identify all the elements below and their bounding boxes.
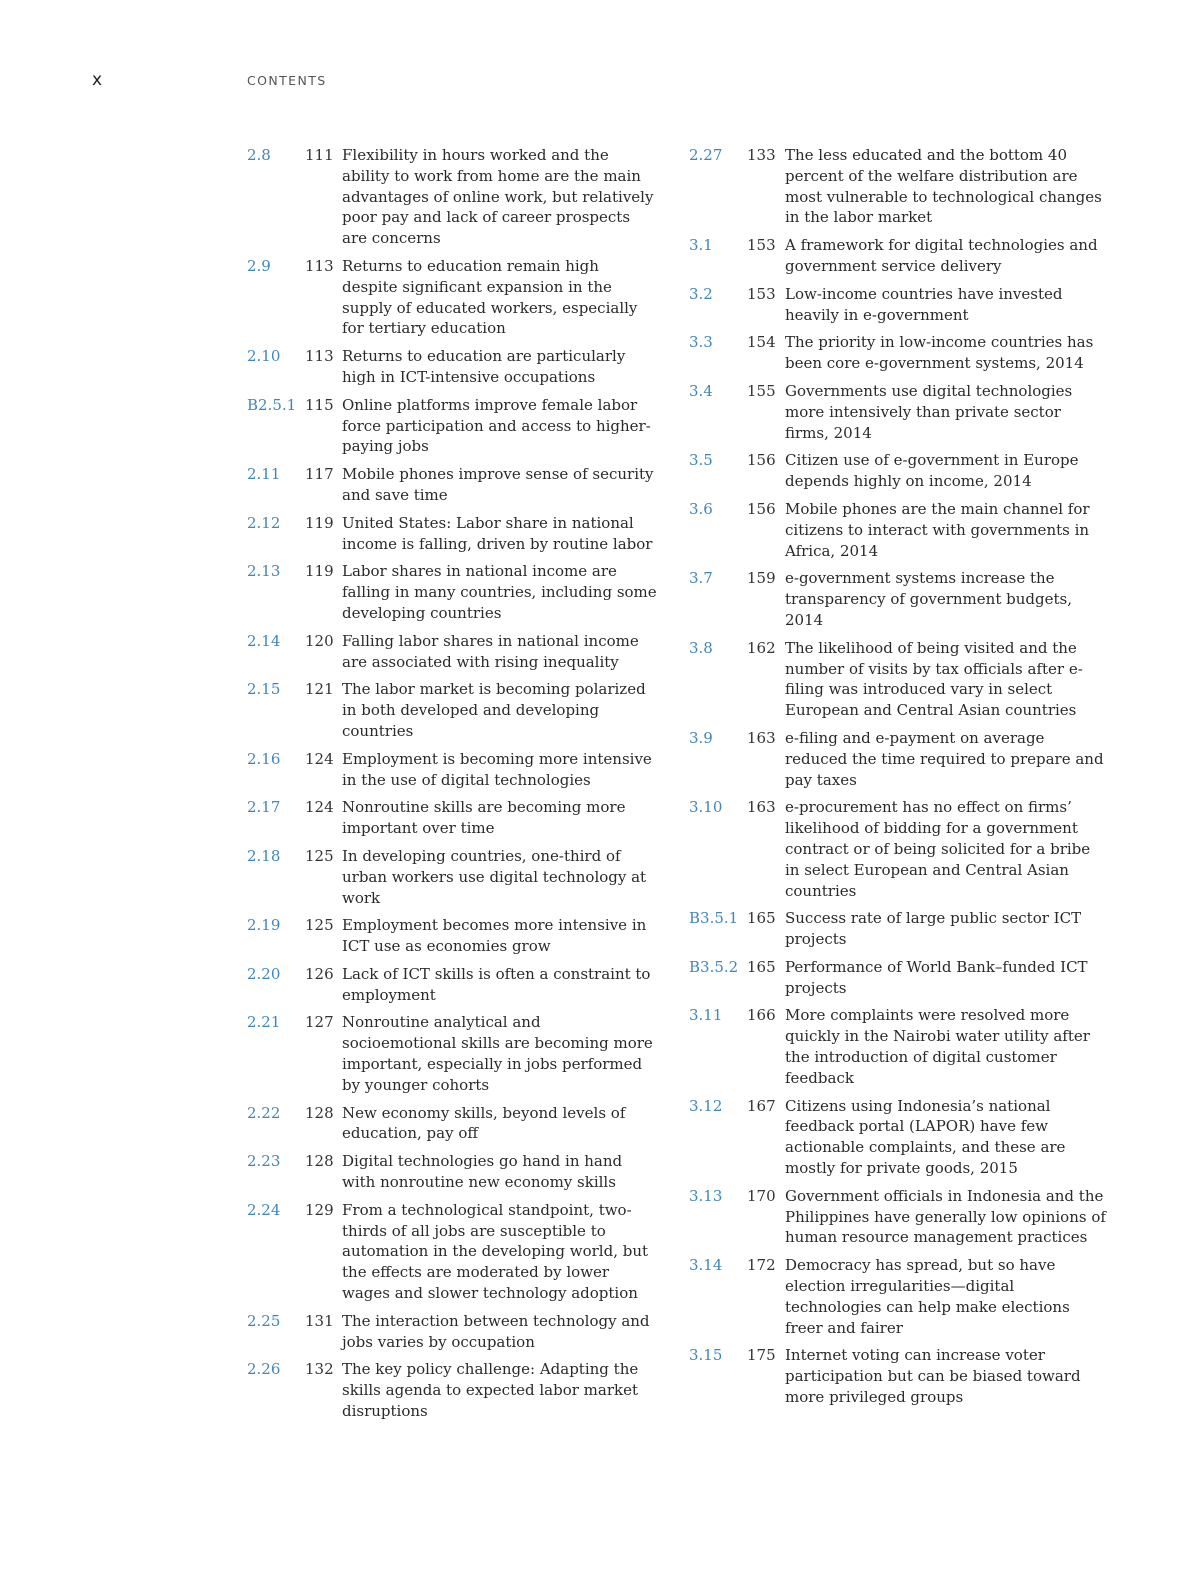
page-reference: 125 (305, 916, 334, 935)
figure-title: In developing countries, one-third of urban workers use digital technology at work (342, 846, 647, 907)
page-number: x (92, 70, 103, 90)
page-reference: 154 (747, 333, 776, 352)
figure-number-link[interactable]: 2.18 (247, 846, 281, 865)
figure-title: Digital technologies go hand in hand with nonroutine new economy skills (342, 1152, 623, 1192)
figure-number-link[interactable]: 3.14 (689, 1256, 723, 1275)
figure-number-link[interactable]: 2.21 (247, 1013, 281, 1032)
toc-entry[interactable] (247, 464, 657, 506)
figure-number-link[interactable]: 2.11 (247, 465, 281, 484)
right-column (689, 145, 1109, 1415)
figure-title: Internet voting can increase voter participation but can be biased toward more privileged groups (785, 1346, 1081, 1407)
figure-title: Returns to education remain high despite significant expansion in the supply of educated workers, especially for tertiary education (342, 256, 638, 338)
figure-title: Citizen use of e-government in Europe depends highly on income, 2014 (785, 451, 1079, 491)
toc-entry[interactable] (689, 499, 1109, 561)
page-reference: 129 (305, 1200, 334, 1219)
figure-number-link[interactable]: 2.26 (247, 1360, 281, 1379)
toc-entry[interactable] (689, 284, 1109, 326)
toc-entry[interactable] (689, 638, 1109, 721)
figure-number-link[interactable]: 2.19 (247, 916, 281, 935)
figure-number-link[interactable]: 3.6 (689, 499, 713, 518)
figure-number-link[interactable]: 3.9 (689, 728, 713, 747)
figure-number-link[interactable]: 2.22 (247, 1103, 281, 1122)
figure-title: The less educated and the bottom 40 percent of the welfare distribution are most vulnerable to technological changes in the labor market (785, 146, 1102, 227)
toc-entry[interactable] (689, 728, 1109, 790)
toc-entry[interactable] (689, 145, 1109, 228)
figure-title: Citizens using Indonesia’s national feedback portal (LAPOR) have few actionable complaints, and these are mostly for private goods, 2015 (785, 1096, 1066, 1178)
figure-title: e-government systems increase the transparency of government budgets, 2014 (785, 569, 1072, 629)
toc-entry[interactable] (247, 679, 657, 741)
toc-entry[interactable] (689, 568, 1109, 630)
toc-entry[interactable] (247, 631, 657, 673)
figure-number-link[interactable]: B3.5.2 (689, 957, 739, 976)
figure-title: Nonroutine analytical and socioemotional skills are becoming more important, especially in jobs performed by younger cohorts (342, 1013, 653, 1094)
page-reference: 131 (305, 1311, 334, 1330)
toc-entry[interactable] (247, 797, 657, 839)
figure-title: Low-income countries have invested heavily in e-government (785, 284, 1063, 324)
figure-number-link[interactable]: 3.5 (689, 451, 713, 470)
figure-number-link[interactable]: 2.12 (247, 513, 281, 532)
figure-title: Employment becomes more intensive in ICT use as economies grow (342, 916, 647, 956)
figure-number-link[interactable]: 2.15 (247, 680, 281, 699)
left-column (247, 145, 657, 1429)
page-reference: 167 (747, 1096, 776, 1115)
page-reference: 175 (747, 1346, 776, 1365)
figure-title: Mobile phones are the main channel for citizens to interact with governments in Africa, 2014 (785, 499, 1090, 560)
figure-title: e-procurement has no effect on firms’ likelihood of bidding for a government contract or of being solicited for a bribe in select European and Central Asian countries (785, 798, 1091, 900)
page-reference: 159 (747, 569, 776, 588)
page-reference: 163 (747, 728, 776, 747)
toc-entry[interactable] (689, 797, 1109, 901)
figure-number-link[interactable]: 3.11 (689, 1006, 723, 1025)
page-reference: 163 (747, 798, 776, 817)
toc-entry[interactable] (247, 561, 657, 623)
page-reference: 125 (305, 846, 334, 865)
figure-title: e-filing and e-payment on average reduced the time required to prepare and pay taxes (785, 728, 1104, 789)
toc-entry[interactable] (247, 846, 657, 908)
figure-title: Employment is becoming more intensive in the use of digital technologies (342, 749, 652, 789)
figure-number-link[interactable]: 2.24 (247, 1200, 281, 1219)
page-reference: 115 (305, 395, 334, 414)
toc-entry[interactable] (247, 964, 657, 1006)
toc-entry[interactable] (247, 1151, 657, 1193)
figure-number-link[interactable]: 2.13 (247, 562, 281, 581)
toc-entry[interactable] (689, 332, 1109, 374)
figure-number-link[interactable]: 2.23 (247, 1152, 281, 1171)
page-reference: 155 (747, 381, 776, 400)
toc-entry[interactable] (689, 908, 1109, 950)
figure-number-link[interactable]: 3.15 (689, 1346, 723, 1365)
figure-title: Government officials in Indonesia and the Philippines have generally low opinions of human resource management practices (785, 1186, 1106, 1247)
page-reference: 124 (305, 749, 334, 768)
page-reference: 121 (305, 680, 334, 699)
page-reference: 166 (747, 1006, 776, 1025)
figure-title: The interaction between technology and jobs varies by occupation (342, 1311, 650, 1351)
toc-entry[interactable] (247, 145, 657, 249)
toc-entry[interactable] (689, 1255, 1109, 1338)
toc-entry[interactable] (247, 749, 657, 791)
figure-title: Lack of ICT skills is often a constraint to employment (342, 964, 651, 1004)
figure-title: From a technological standpoint, two-thirds of all jobs are susceptible to automation in the developing world, but the effects are moderated by lower wages and slower technology adoption (342, 1200, 649, 1303)
figure-title: The likelihood of being visited and the number of visits by tax officials after e-filing was introduced vary in select European and Central Asian countries (785, 638, 1083, 720)
toc-entry[interactable] (247, 1311, 657, 1353)
figure-number-link[interactable]: 3.12 (689, 1096, 723, 1115)
figure-number-link[interactable]: 2.14 (247, 631, 281, 650)
toc-entry[interactable] (689, 450, 1109, 492)
figure-title: The labor market is becoming polarized in both developed and developing countries (342, 680, 646, 740)
page-reference: 128 (305, 1152, 334, 1171)
figure-title: Success rate of large public sector ICT projects (785, 909, 1082, 949)
running-head: CONTENTS (247, 73, 327, 88)
toc-entry[interactable] (689, 1005, 1109, 1088)
figure-title: Falling labor shares in national income are associated with rising inequality (342, 631, 639, 671)
page-reference: 162 (747, 638, 776, 657)
toc-entry[interactable] (247, 1103, 657, 1145)
figure-number-link[interactable]: 2.10 (247, 347, 281, 366)
toc-entry[interactable] (247, 395, 657, 457)
figure-title: Nonroutine skills are becoming more important over time (342, 798, 626, 838)
figure-number-link[interactable]: B2.5.1 (247, 395, 297, 414)
toc-entry[interactable] (689, 235, 1109, 277)
figure-number-link[interactable]: 3.13 (689, 1186, 723, 1205)
figure-title: Flexibility in hours worked and the ability to work from home are the main advantages of online work, but relatively poor pay and lack of career prospects are concerns (342, 146, 654, 248)
page-reference: 153 (747, 284, 776, 303)
figure-title: Online platforms improve female labor force participation and access to higher-paying jobs (342, 395, 651, 456)
toc-entry[interactable] (247, 1359, 657, 1421)
figure-number-link[interactable]: 3.10 (689, 798, 723, 817)
figure-number-link[interactable]: 3.1 (689, 236, 713, 255)
page-reference: 117 (305, 465, 334, 484)
figure-title: More complaints were resolved more quickly in the Nairobi water utility after the introduction of digital customer feedback (785, 1006, 1090, 1087)
toc-entry[interactable] (689, 1186, 1109, 1248)
figure-title: Performance of World Bank–funded ICT projects (785, 957, 1088, 997)
toc-entry[interactable] (247, 1200, 657, 1304)
toc-entry[interactable] (247, 513, 657, 555)
toc-entry[interactable] (689, 1096, 1109, 1179)
page-reference: 165 (747, 909, 776, 928)
page-reference: 156 (747, 451, 776, 470)
toc-entry[interactable] (247, 346, 657, 388)
figure-number-link[interactable]: 2.17 (247, 798, 281, 817)
figure-number-link[interactable]: 2.20 (247, 964, 281, 983)
figure-title: The key policy challenge: Adapting the skills agenda to expected labor market disruptions (342, 1360, 639, 1421)
figure-number-link[interactable]: B3.5.1 (689, 909, 739, 928)
page-reference: 170 (747, 1186, 776, 1205)
figure-title: Labor shares in national income are falling in many countries, including some developing countries (342, 562, 657, 622)
figure-number-link[interactable]: 3.7 (689, 569, 713, 588)
page-reference: 119 (305, 513, 334, 532)
figure-number-link[interactable]: 2.8 (247, 146, 271, 164)
figure-title: Governments use digital technologies more intensively than private sector firms, 2014 (785, 381, 1073, 442)
figure-title: Mobile phones improve sense of security and save time (342, 465, 654, 504)
figure-number-link[interactable]: 3.3 (689, 333, 713, 352)
toc-entry[interactable] (689, 957, 1109, 999)
page-reference: 113 (305, 347, 334, 366)
page-reference: 172 (747, 1256, 776, 1275)
page-reference: 113 (305, 256, 334, 275)
figure-title: United States: Labor share in national income is falling, driven by routine labor (342, 513, 653, 553)
page-reference: 132 (305, 1360, 334, 1379)
figure-number-link[interactable]: 2.25 (247, 1311, 281, 1330)
page-reference: 120 (305, 631, 334, 650)
toc-entry[interactable] (247, 256, 657, 339)
page-reference: 156 (747, 499, 776, 518)
figure-title: Democracy has spread, but so have election irregularities—digital technologies can help make elections freer and fairer (785, 1256, 1070, 1337)
page-reference: 119 (305, 562, 334, 581)
page-reference: 153 (747, 236, 776, 255)
figure-title: The priority in low-income countries has been core e-government systems, 2014 (785, 333, 1094, 373)
page-reference: 124 (305, 798, 334, 817)
toc-entry[interactable] (247, 915, 657, 957)
page-reference: 127 (305, 1013, 334, 1032)
page-reference: 128 (305, 1103, 334, 1122)
toc-entry[interactable] (689, 1345, 1109, 1407)
figure-number-link[interactable]: 3.4 (689, 381, 713, 400)
figure-number-link[interactable]: 3.8 (689, 638, 713, 657)
page-reference: 165 (747, 957, 776, 976)
figure-title: A framework for digital technologies and government service delivery (785, 236, 1098, 275)
figure-number-link[interactable]: 2.16 (247, 749, 281, 768)
figure-number-link[interactable]: 2.27 (689, 146, 723, 164)
page-reference: 133 (747, 146, 776, 164)
figure-number-link[interactable]: 2.9 (247, 256, 271, 275)
page-reference: 126 (305, 964, 334, 983)
figure-title: New economy skills, beyond levels of education, pay off (342, 1103, 626, 1143)
toc-entry[interactable] (247, 1012, 657, 1095)
page-reference: 111 (305, 146, 334, 164)
toc-entry[interactable] (689, 381, 1109, 443)
figure-number-link[interactable]: 3.2 (689, 284, 713, 303)
figure-title: Returns to education are particularly high in ICT-intensive occupations (342, 347, 626, 386)
